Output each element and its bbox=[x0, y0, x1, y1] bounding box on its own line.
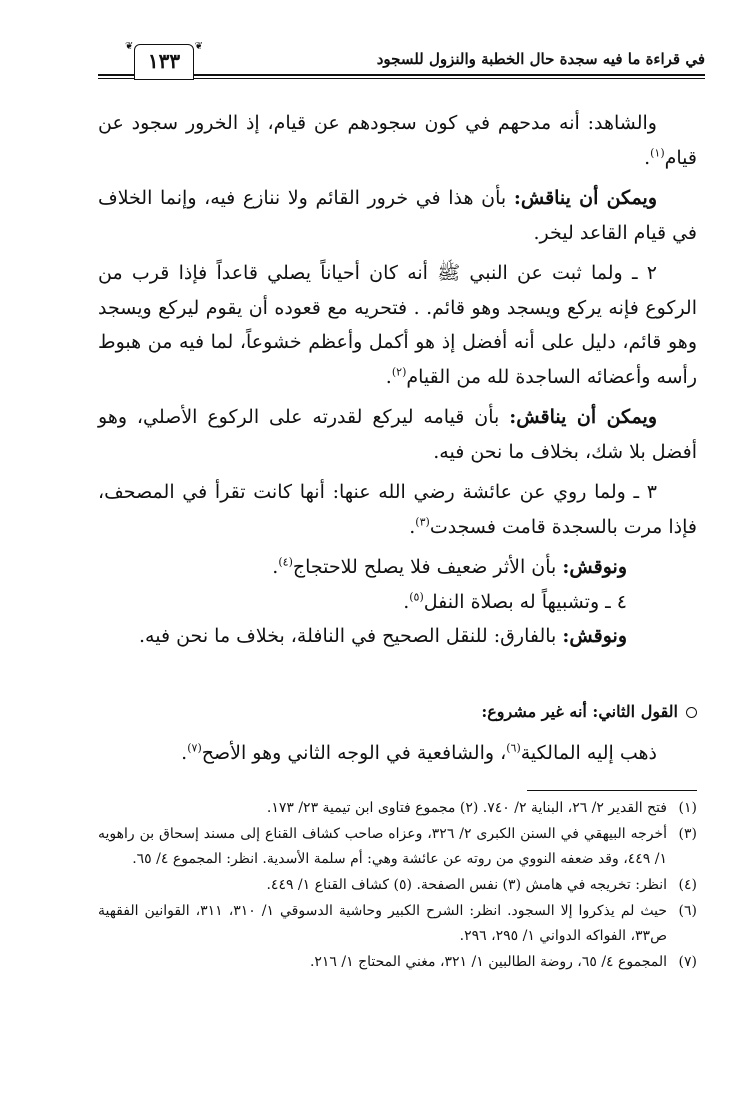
footnote-text: حيث لم يذكروا إلا السجود. انظر: الشرح الكبير وحاشية الدسوقي ١/ ٣١٠، ٣١١، القوانين الفقهية ص٣٣، الفواكه الدواني ١/ ٢٩٥، ٢٩٦. bbox=[98, 903, 668, 944]
paragraph bbox=[98, 619, 667, 654]
footnote-text: أخرجه البيهقي في السنن الكبرى ٢/ ٣٢٦، وعزاه صاحب كشاف القناع إلى مسند إسحاق بن راهويه ١/ ٤٤٩، وقد ضعفه النووي من روته عن عائشة وهي: أم سلمة الأسدية. انظر: المجموع ٤/ ٦٥. bbox=[98, 826, 668, 867]
footnote-text: انظر: تخريجه في هامش (٣) نفس الصفحة. (٥) كشاف القناع ١/ ٤٤٩. bbox=[266, 877, 667, 893]
footnote-ref: (٦) bbox=[506, 741, 521, 755]
paragraph-end: . bbox=[181, 742, 188, 764]
paragraph-text: ذهب إليه المالكية bbox=[520, 742, 657, 764]
footnotes bbox=[98, 796, 697, 976]
footnote-ref: (٣) bbox=[415, 515, 430, 529]
footnote-ref: (٤) bbox=[278, 555, 293, 569]
discussion-label: ونوقش: bbox=[562, 625, 627, 647]
paragraph-end: . bbox=[385, 365, 392, 388]
paragraph bbox=[98, 550, 667, 585]
footnote-ref: (٧) bbox=[187, 741, 202, 755]
paragraph bbox=[98, 256, 697, 394]
discussion-label: ويمكن أن يناقش: bbox=[509, 406, 657, 428]
footnote bbox=[98, 950, 697, 975]
paragraph bbox=[98, 400, 697, 469]
section-paragraph bbox=[98, 736, 697, 770]
page-header bbox=[98, 41, 705, 94]
paragraph bbox=[98, 475, 697, 544]
paragraph-text: بأن هذا في خرور القائم ولا ننازع فيه، وإنما الخلاف في قيام القاعد ليخر. bbox=[98, 187, 697, 244]
footnote-ref: (٥) bbox=[409, 590, 424, 604]
paragraph bbox=[98, 181, 697, 250]
discussion-label: ويمكن أن يناقش: bbox=[513, 187, 657, 209]
paragraph-text: ٣ ـ ولما روي عن عائشة رضي الله عنها: أنها كانت تقرأ في المصحف، فإذا مرت بالسجدة قامت فسجدت bbox=[98, 481, 697, 538]
running-title: في قراءة ما فيه سجدة حال الخطبة والنزول للسجود bbox=[376, 50, 705, 68]
footnote-text: المجموع ٤/ ٦٥، روضة الطالبين ١/ ٣٢١، مغني المحتاج ١/ ٢١٦. bbox=[309, 954, 667, 970]
footnote-ref: (٢) bbox=[391, 365, 407, 379]
paragraph-text: بأن الأثر ضعيف فلا يصلح للاحتجاج bbox=[292, 556, 563, 578]
paragraph-text: بأن قيامه ليركع لقدرته على الركوع الأصلي، وهو أفضل بلا شك، بخلاف ما نحن فيه. bbox=[98, 406, 697, 463]
discussion-label: ونوقش: bbox=[562, 556, 627, 578]
paragraph-end: . bbox=[272, 556, 279, 578]
footnote-number: (٧) bbox=[678, 954, 697, 970]
page-number-box bbox=[125, 41, 203, 80]
paragraph-end: . bbox=[409, 515, 416, 538]
section-heading bbox=[481, 702, 697, 721]
footnote-number: (٣) bbox=[678, 826, 697, 842]
footnote bbox=[98, 796, 697, 821]
main-text bbox=[98, 106, 697, 654]
footnote-text: فتح القدير ٢/ ٢٦، البناية ٢/ ٧٤٠. (٢) مجموع فتاوى ابن تيمية ٢٣/ ١٧٣. bbox=[266, 800, 667, 816]
paragraph-text: ٤ ـ وتشبيهاً له بصلاة النفل bbox=[423, 590, 627, 613]
circle-bullet-icon bbox=[686, 707, 697, 718]
paragraph bbox=[98, 585, 667, 620]
footnote bbox=[98, 899, 697, 949]
footnote-separator bbox=[527, 790, 697, 791]
paragraph-end: . bbox=[644, 146, 651, 169]
paragraph-end: . bbox=[403, 590, 410, 613]
section-heading-text: القول الثاني: أنه غير مشروع: bbox=[481, 702, 678, 721]
paragraph-text: والشاهد: أنه مدحهم في كون سجودهم عن قيام، إذ الخرور سجود عن قيام bbox=[98, 112, 697, 169]
ornament-icon: ❦ bbox=[125, 41, 134, 52]
paragraph-text: ، والشافعية في الوجه الثاني وهو الأصح bbox=[201, 742, 507, 764]
ornament-icon: ❦ bbox=[194, 41, 203, 52]
footnote bbox=[98, 873, 697, 898]
paragraph bbox=[98, 106, 697, 175]
footnote-number: (١) bbox=[678, 800, 697, 816]
footnote-number: (٦) bbox=[678, 903, 697, 919]
footnote-ref: (١) bbox=[650, 146, 665, 160]
footnote-number: (٤) bbox=[678, 877, 697, 893]
paragraph-text: بالفارق: للنقل الصحيح في النافلة، بخلاف ما نحن فيه. bbox=[139, 625, 563, 647]
footnote bbox=[98, 822, 697, 872]
page-number: ١٣٣ bbox=[147, 49, 181, 73]
paragraph-text: ٢ ـ ولما ثبت عن النبي ﷺ أنه كان أحياناً يصلي قاعداً فإذا قرب من الركوع فإنه يركع ويسجد وهو قائم. . فتحريه مع قعوده أن يقوم ليركع ويسجد وهو قائم، دليل على أنه أفضل إذ هو أكمل وأعظم خشوعاً، لما فيه من هبوط رأسه وأعضائه الساجدة لله من القيام bbox=[98, 262, 697, 388]
